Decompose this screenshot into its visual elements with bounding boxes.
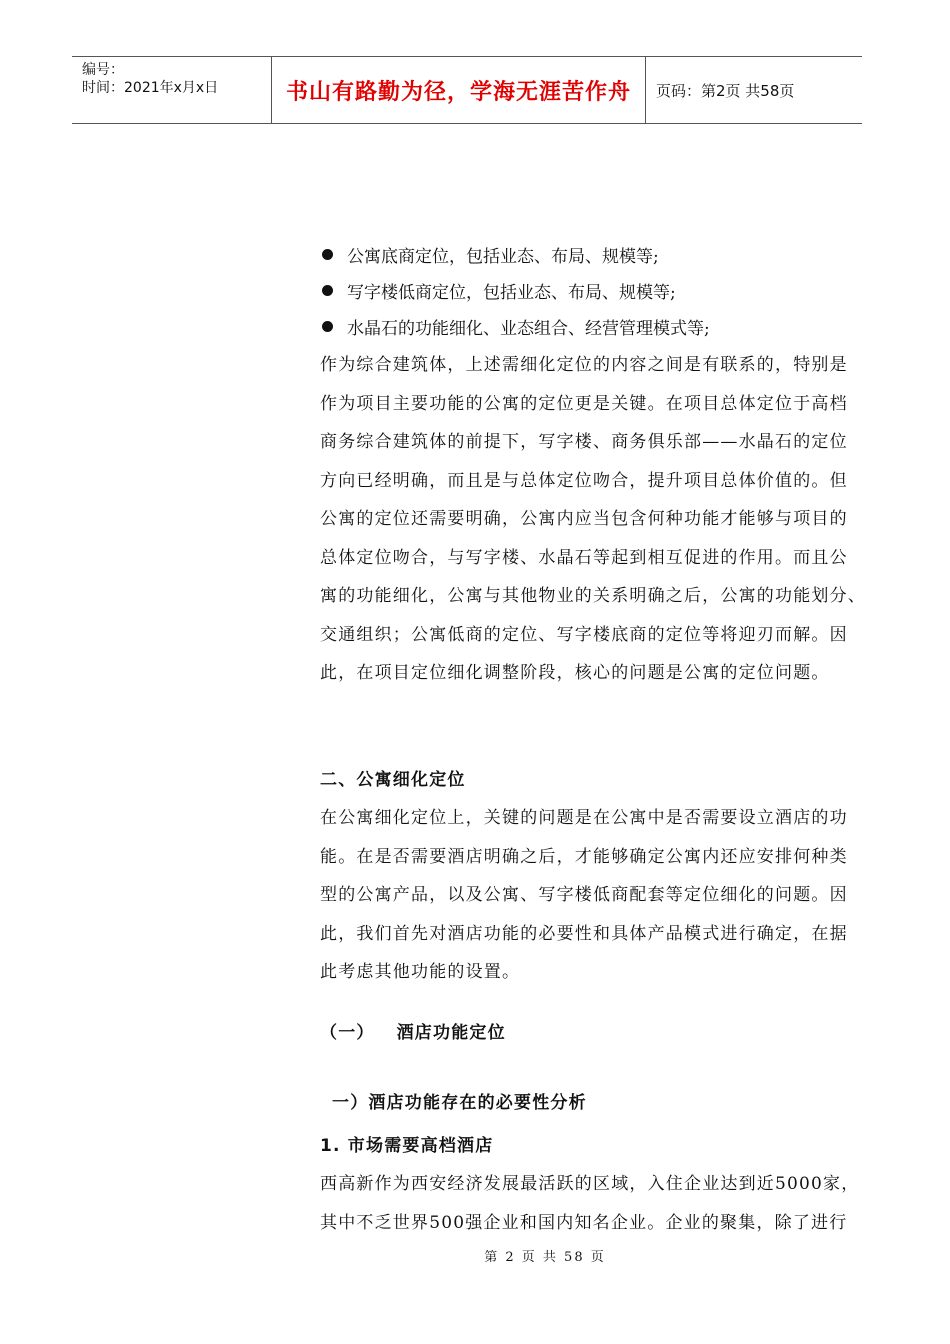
text-line: 作为综合建筑体，上述需细化定位的内容之间是有联系的，特别是 (320, 355, 848, 375)
text-line: 在公寓细化定位上，关键的问题是在公寓中是否需要设立酒店的功 (320, 808, 848, 828)
text-line: 商务综合建筑体的前提下，写字楼、商务俱乐部——水晶石的定位 (320, 432, 848, 452)
text-line: 总体定位吻合，与写字楼、水晶石等起到相互促进的作用。而且公 (320, 547, 848, 568)
subsection-title: 酒店功能定位 (396, 1022, 506, 1043)
text-line: 此，我们首先对酒店功能的必要性和具体产品模式进行确定，在据 (320, 923, 848, 944)
header-motto-cell (272, 57, 646, 123)
bullet-dot-icon (322, 321, 333, 332)
text-line: 西高新作为西安经济发展最活跃的区域，入住企业达到近5000家， (320, 1174, 860, 1194)
bullet-item (320, 272, 880, 308)
bullet-item (320, 236, 880, 272)
bullet-text: 公寓底商定位，包括业态、布局、规模等; (347, 246, 659, 267)
text-line: 公寓的定位还需要明确，公寓内应当包含何种功能才能够与项目的 (320, 509, 848, 529)
text-line: 作为项目主要功能的公寓的定位更是关键。在项目总体定位于高档 (320, 393, 848, 414)
footer-page-text: 第 2 页 共 58 页 (484, 1250, 606, 1265)
bullet-dot-icon (322, 249, 333, 260)
bullet-dot-icon (322, 285, 333, 296)
section-heading: 二、公寓细化定位 (320, 769, 466, 790)
header-motto: 书山有路勤为径，学海无涯苦作舟 (285, 79, 631, 105)
text-line: 方向已经明确，而且是与总体定位吻合，提升项目总体价值的。但 (320, 470, 848, 491)
text-line: 交通组织；公寓低商的定位、写字楼底商的定位等将迎刃而解。因 (320, 624, 848, 645)
serial-label: 编号： (82, 62, 124, 78)
text-line: 能。在是否需要酒店明确之后，才能够确定公寓内还应安排何种类 (320, 846, 848, 867)
point-heading: 1. 市场需要高档酒店 (320, 1135, 494, 1156)
header-page-info: 页码：第2页 共58页 (656, 81, 795, 100)
paragraph-1 (320, 346, 880, 693)
sub-subsection-heading: 一）酒店功能存在的必要性分析 (332, 1093, 587, 1113)
page-header (72, 56, 862, 124)
header-meta (72, 57, 272, 123)
text-line: 其中不乏世界500强企业和国内知名企业。企业的聚集，除了进行 (320, 1212, 848, 1233)
text-line: 此，在项目定位细化调整阶段，核心的问题是公寓的定位问题。 (320, 663, 830, 683)
bullet-text: 写字楼低商定位，包括业态、布局、规模等; (347, 282, 676, 303)
subsection-number: （一） (320, 1022, 375, 1043)
document-body (320, 236, 880, 1242)
time-label: 时间：2021年x月x日 (82, 80, 219, 96)
paragraph-2 (320, 799, 880, 992)
text-line: 型的公寓产品，以及公寓、写字楼低商配套等定位细化的问题。因 (320, 885, 848, 905)
subsection-heading (320, 1014, 880, 1053)
paragraph-3 (320, 1165, 880, 1242)
text-line: 寓的功能细化，公寓与其他物业的关系明确之后，公寓的功能划分、 (320, 586, 866, 606)
text-line: 此考虑其他功能的设置。 (320, 962, 521, 982)
bullet-text: 水晶石的功能细化、业态组合、经营管理模式等; (347, 318, 710, 339)
bullet-item (320, 308, 880, 344)
page-number-footer (0, 1246, 950, 1265)
